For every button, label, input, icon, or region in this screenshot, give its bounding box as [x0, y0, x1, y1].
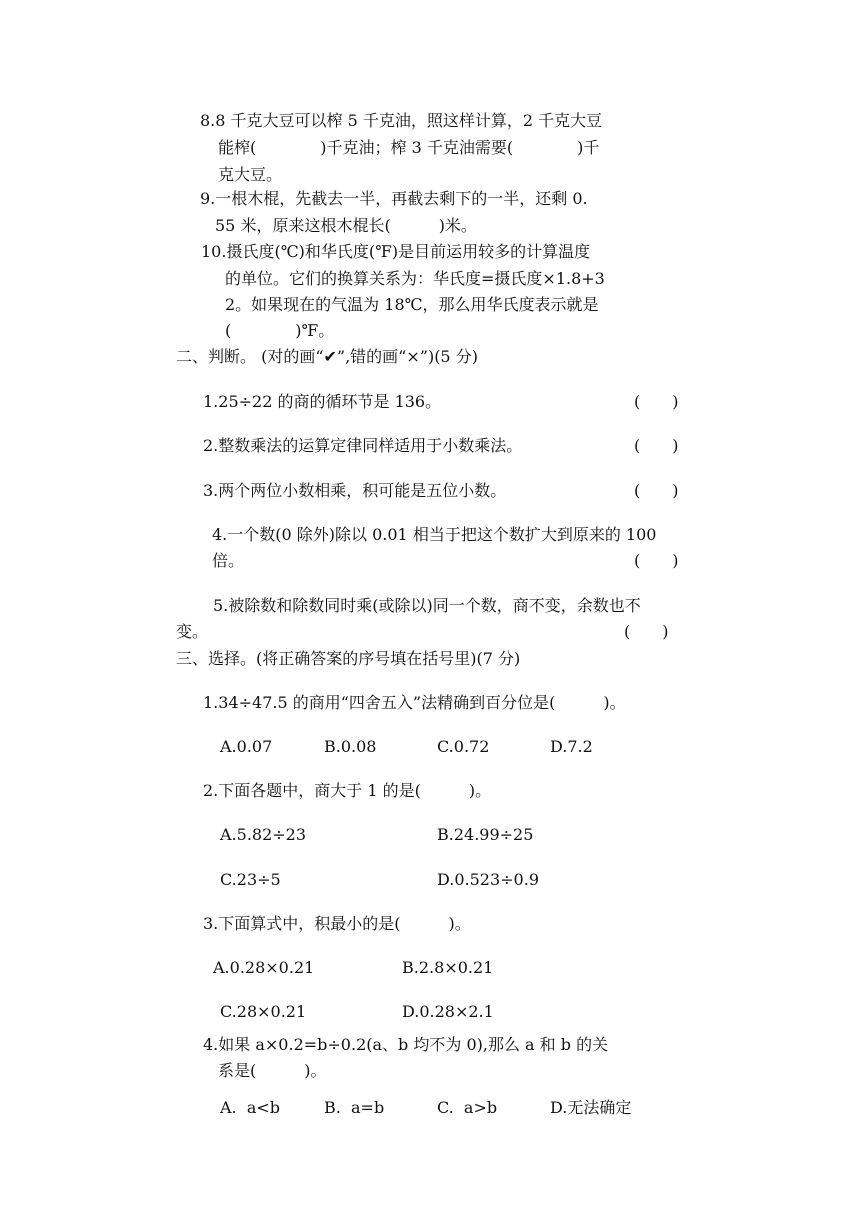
judge-item-3-answer-paren[interactable]: ( ) — [634, 481, 679, 500]
choice-q1-stem: 1.34÷47.5 的商用“四舍五入”法精确到百分位是( )。 — [203, 693, 626, 712]
choice-q4-stem-line-1: 4.如果 a×0.2=b÷0.2(a、b 均不为 0),那么 a 和 b 的关 — [203, 1035, 609, 1054]
choice-q1-option-a[interactable]: A.0.07 — [220, 737, 273, 756]
choice-q2-option-d[interactable]: D.0.523÷0.9 — [437, 870, 539, 889]
choice-q3-option-b[interactable]: B.2.8×0.21 — [402, 958, 494, 977]
judge-item-4-line-1: 4.一个数(0 除外)除以 0.01 相当于把这个数扩大到原来的 100 — [212, 525, 657, 544]
question-10-line-3: 2。如果现在的气温为 18℃，那么用华氏度表示就是 — [225, 295, 599, 314]
choice-q2-option-a[interactable]: A.5.82÷23 — [220, 825, 307, 844]
judge-item-1: 1.25÷22 的商的循环节是 136。 — [203, 392, 442, 411]
judge-item-3: 3.两个两位小数相乘，积可能是五位小数。 — [203, 481, 507, 500]
question-10-line-1: 10.摄氏度(℃)和华氏度(℉)是目前运用较多的计算温度 — [201, 242, 591, 261]
choice-q3-stem: 3.下面算式中，积最小的是( )。 — [203, 914, 471, 933]
choice-q4-option-a[interactable]: A. a<b — [220, 1098, 280, 1117]
judge-item-5-line-2: 变。 — [176, 622, 209, 641]
choice-q3-option-c[interactable]: C.28×0.21 — [220, 1002, 307, 1021]
choice-q3-option-d[interactable]: D.0.28×2.1 — [402, 1002, 494, 1021]
judge-item-2-answer-paren[interactable]: ( ) — [634, 436, 679, 455]
choice-q4-stem-line-2: 系是( )。 — [218, 1061, 327, 1080]
choice-q1-option-c[interactable]: C.0.72 — [437, 737, 490, 756]
judge-item-5-answer-paren[interactable]: ( ) — [624, 622, 669, 641]
question-8-line-2: 能榨( )千克油；榨 3 千克油需要( )千 — [218, 138, 600, 157]
question-9-line-1: 9.一根木棍，先截去一半，再截去剩下的一半，还剩 0. — [200, 189, 588, 208]
choice-q4-option-d[interactable]: D.无法确定 — [550, 1098, 632, 1117]
judge-item-4-answer-paren[interactable]: ( ) — [634, 551, 679, 570]
question-10-line-2: 的单位。它们的换算关系为：华氏度=摄氏度×1.8+3 — [225, 269, 605, 288]
question-9-line-2: 55 米，原来这根木棍长( )米。 — [215, 216, 477, 235]
judge-item-4-line-2: 倍。 — [212, 551, 245, 570]
judge-item-2: 2.整数乘法的运算定律同样适用于小数乘法。 — [203, 436, 523, 455]
question-10-line-4: ( )℉。 — [225, 321, 335, 340]
judge-item-5-line-1: 5.被除数和除数同时乘(或除以)同一个数，商不变，余数也不 — [213, 596, 641, 615]
question-8-line-3: 克大豆。 — [218, 165, 283, 184]
choice-q2-stem: 2.下面各题中，商大于 1 的是( )。 — [203, 781, 492, 800]
choice-q3-option-a[interactable]: A.0.28×0.21 — [213, 958, 315, 977]
choice-section-heading: 三、选择。(将正确答案的序号填在括号里)(7 分) — [176, 649, 521, 668]
choice-q1-option-d[interactable]: D.7.2 — [550, 737, 593, 756]
question-8-line-1: 8.8 千克大豆可以榨 5 千克油，照这样计算，2 千克大豆 — [200, 111, 603, 130]
choice-q1-option-b[interactable]: B.0.08 — [324, 737, 377, 756]
judge-section-heading: 二、判断。 (对的画“✔”,错的画“×”)(5 分) — [176, 347, 478, 366]
choice-q4-option-b[interactable]: B. a=b — [324, 1098, 385, 1117]
judge-item-1-answer-paren[interactable]: ( ) — [634, 392, 679, 411]
choice-q4-option-c[interactable]: C. a>b — [437, 1098, 498, 1117]
choice-q2-option-b[interactable]: B.24.99÷25 — [437, 825, 534, 844]
choice-q2-option-c[interactable]: C.23÷5 — [220, 870, 281, 889]
